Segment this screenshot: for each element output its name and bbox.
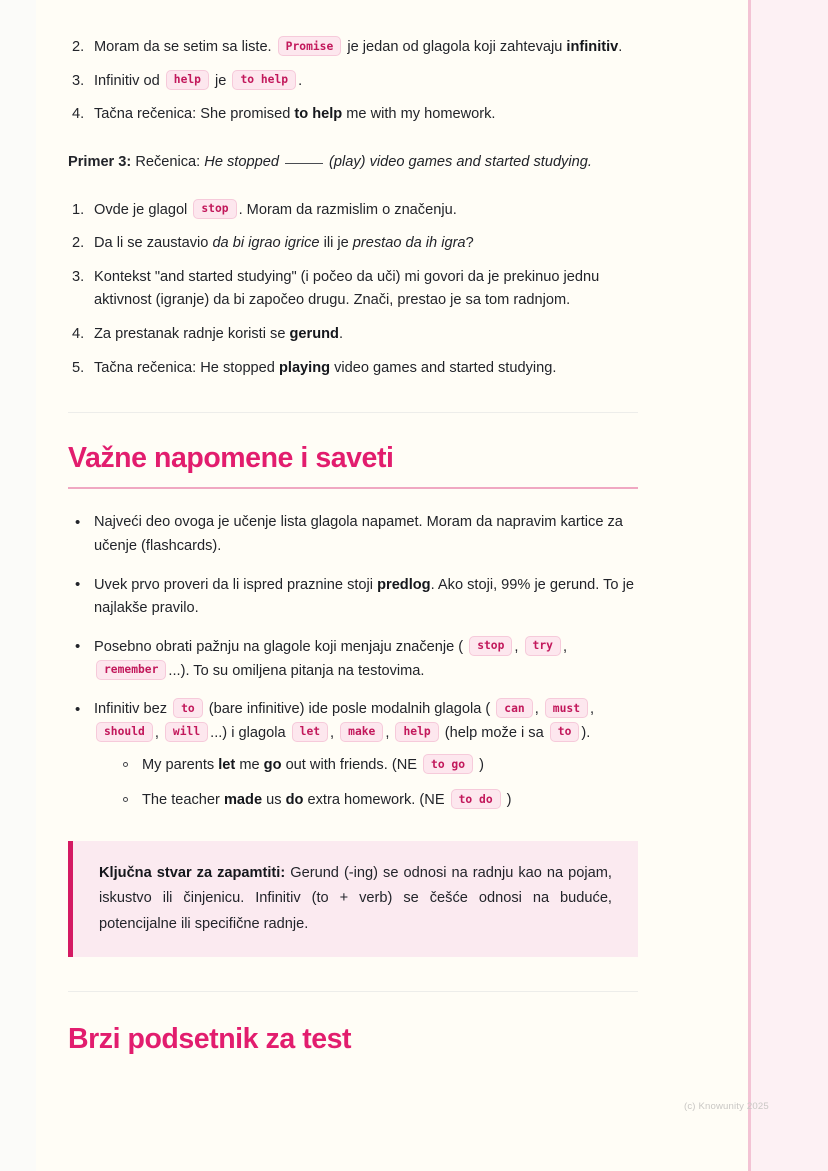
text-run: Za prestanak radnje koristi se <box>94 326 290 343</box>
right-pink-strip <box>748 0 828 1171</box>
list-item-text <box>94 326 343 342</box>
text-run: . Ako stoji, 99% je gerund. To je najlakše pravilo. <box>94 576 634 617</box>
list-item-text <box>94 360 556 376</box>
list-marker: 3. <box>72 268 85 285</box>
code-chip: to go <box>423 754 473 774</box>
text-run: , <box>534 701 543 718</box>
code-chip: help <box>395 722 438 742</box>
example3-steps-list <box>68 199 638 381</box>
text-run: Infinitiv od <box>94 72 164 89</box>
quiz-section-title: Brzi podsetnik za test <box>68 1022 352 1055</box>
hollow-bullet-icon <box>123 797 128 802</box>
text-run: Da li se zaustavio <box>94 235 213 252</box>
example2-steps-list <box>68 36 638 127</box>
list-item <box>120 789 638 813</box>
list-marker: 4. <box>72 106 85 123</box>
bullet-icon: • <box>75 513 81 531</box>
emphasis-bold: infinitiv <box>566 39 619 55</box>
code-chip: to <box>550 722 580 742</box>
text-run: , <box>330 724 339 741</box>
notes-section-title: Važne napomene i saveti <box>68 442 394 475</box>
text-run: ? <box>465 235 474 252</box>
list-item <box>68 70 638 94</box>
fill-in-blank <box>285 163 323 164</box>
code-chip: to do <box>451 789 501 809</box>
list-item <box>68 574 638 621</box>
emphasis-bold: let <box>218 757 236 774</box>
code-chip: will <box>165 722 208 742</box>
text-run: , <box>154 724 163 741</box>
bullet-icon: • <box>75 638 81 656</box>
text-run: je <box>210 72 231 89</box>
emphasis-bold: predlog <box>377 576 431 593</box>
list-item-text <box>94 202 457 218</box>
code-chip: let <box>292 722 328 742</box>
text-run: . <box>618 39 623 55</box>
text-run: extra homework. (NE <box>303 792 449 809</box>
text-run: Najveći deo ovoga je učenje lista glagola napamet. Moram da napravim kartice za učenje (flashcards). <box>94 514 623 554</box>
code-chip: stop <box>469 636 512 656</box>
example3-sentence-before: He stopped <box>204 153 283 170</box>
list-item-text <box>94 514 623 554</box>
list-item-text <box>94 106 496 122</box>
list-item <box>68 232 638 256</box>
code-chip: can <box>496 698 532 718</box>
text-run: ili je <box>319 235 353 252</box>
text-run: video games and started studying. <box>330 359 557 376</box>
text-run: Tačna rečenica: She promised <box>94 106 295 123</box>
example3-sentence-after: (play) video games and started studying. <box>325 153 592 170</box>
code-chip: make <box>340 722 383 742</box>
code-chip: should <box>96 722 153 742</box>
list-marker: 3. <box>72 72 85 89</box>
list-item <box>68 266 638 313</box>
code-chip: to help <box>232 70 296 90</box>
emphasis-bold: do <box>285 792 304 809</box>
list-item-text <box>94 577 634 617</box>
list-item-text <box>142 757 484 773</box>
list-item-text <box>94 39 622 55</box>
text-run: Uvek prvo proveri da li ispred praznine stoji <box>94 576 378 593</box>
document-content <box>68 0 638 1056</box>
text-run: me <box>235 757 264 774</box>
text-run: , <box>385 724 394 741</box>
list-item-text <box>94 235 474 251</box>
text-run: ) <box>502 792 512 809</box>
callout-body: Gerund (-ing) se odnosi na radnju kao na pojam, iskustvo ili činjenicu. Infinitiv (to + verb) se češće odnosi na buduće, potencijalne ili specifične radnje. <box>99 864 612 932</box>
key-takeaway-callout <box>68 841 638 957</box>
emphasis-bold: to help <box>294 106 343 123</box>
left-gutter <box>0 0 36 1171</box>
list-marker: 1. <box>72 201 85 218</box>
list-item-text <box>142 792 512 808</box>
text-run: (bare infinitive) ide posle modalnih glagola ( <box>204 701 495 718</box>
code-chip: to <box>173 698 203 718</box>
emphasis-bold: go <box>263 757 282 774</box>
list-item-text <box>94 639 567 679</box>
text-run: , <box>590 701 595 718</box>
list-item <box>68 698 638 813</box>
bullet-icon: • <box>75 700 81 718</box>
text-run: . <box>338 326 344 343</box>
list-item <box>68 36 638 60</box>
list-marker: 5. <box>72 359 85 376</box>
nested-bullet-list <box>94 754 638 812</box>
text-run: . <box>298 72 303 89</box>
text-run: ) <box>475 757 484 774</box>
text-run: Moram da se setim sa liste. <box>94 39 276 55</box>
code-chip: Promise <box>278 36 342 56</box>
list-item-text <box>94 269 599 309</box>
list-marker: 4. <box>72 326 85 343</box>
text-run: . Moram da razmislim o značenju. <box>238 201 457 218</box>
list-item <box>68 199 638 223</box>
list-item <box>68 103 638 127</box>
list-marker: 2. <box>72 39 85 55</box>
list-item <box>68 357 638 381</box>
hollow-bullet-icon <box>123 762 128 767</box>
example3-lead: Primer 3: <box>68 153 132 170</box>
text-run: Infinitiv bez <box>94 701 172 718</box>
text-run: out with friends. (NE <box>281 757 422 774</box>
example3-prompt <box>68 151 638 175</box>
example3-intro: Rečenica: <box>131 153 205 170</box>
emphasis-bold: gerund <box>289 326 339 343</box>
emphasis-bold: playing <box>278 359 331 376</box>
text-run: je jedan od glagola koji zahtevaju <box>343 39 567 55</box>
text-run: Kontekst "and started studying" (i počeo da uči) mi govori da je prekinuo jednu aktivnost (igranje) da bi započeo drugu. Znači, prestao je sa tom radnjom. <box>94 268 600 309</box>
text-run: My parents <box>142 757 219 774</box>
code-chip: must <box>545 698 588 718</box>
text-run: (help može i sa <box>440 724 548 741</box>
list-item-text <box>94 73 302 89</box>
code-chip: try <box>525 636 561 656</box>
emphasis-italic: prestao da ih igra <box>352 235 466 252</box>
list-item <box>120 754 638 778</box>
text-run: Tačna rečenica: He stopped <box>94 359 279 376</box>
copyright-watermark: (c) Knowunity 2025 <box>684 1101 769 1112</box>
text-run: ). <box>581 724 591 741</box>
text-run: ...). To su omiljena pitanja na testovima. <box>168 662 425 679</box>
code-chip: remember <box>96 660 166 680</box>
text-run: , <box>562 638 567 655</box>
emphasis-bold: made <box>223 792 263 809</box>
code-chip: stop <box>193 199 236 219</box>
list-marker: 2. <box>72 235 85 252</box>
list-item <box>68 511 638 558</box>
bullet-icon: • <box>75 576 81 594</box>
callout-lead: Ključna stvar za zapamtiti: <box>99 864 286 881</box>
text-run: us <box>262 792 286 809</box>
list-item-text <box>94 701 594 741</box>
text-run: , <box>514 638 523 655</box>
text-run: me with my homework. <box>342 106 496 123</box>
notes-bullet-list <box>68 511 638 812</box>
code-chip: help <box>166 70 209 90</box>
list-item <box>68 323 638 347</box>
text-run: Ovde je glagol <box>94 201 192 218</box>
emphasis-italic: da bi igrao igrice <box>212 235 320 252</box>
text-run: Posebno obrati pažnju na glagole koji menjaju značenje ( <box>94 638 468 655</box>
text-run: ...) i glagola <box>210 724 290 741</box>
list-item <box>68 636 638 683</box>
text-run: The teacher <box>142 792 224 809</box>
